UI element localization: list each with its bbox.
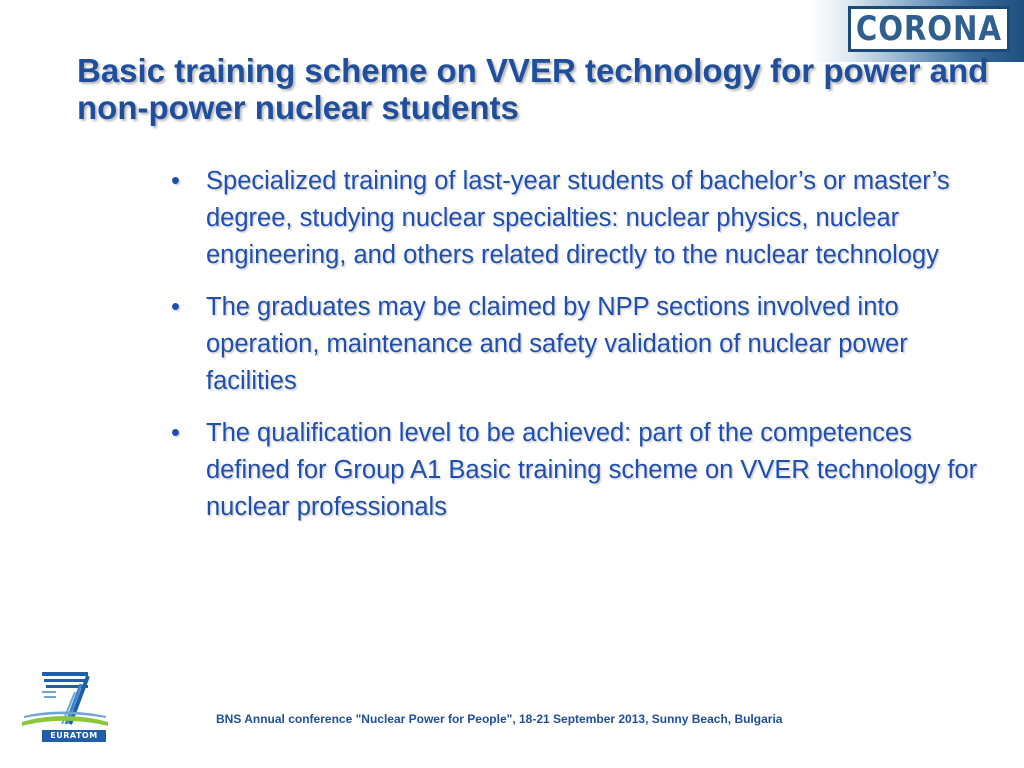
bullet-item xyxy=(168,415,998,526)
bullet-item xyxy=(168,289,998,400)
euratom-label: EURATOM xyxy=(42,730,106,742)
corona-logo-text: CORONA xyxy=(856,9,1002,49)
footer-conference-text: BNS Annual conference "Nuclear Power for People", 18-21 September 2013, Sunny Beach, Bulgaria xyxy=(216,712,783,726)
bullet-text: The graduates may be claimed by NPP sections involved into operation, maintenance and safety validation of nuclear power facilities xyxy=(206,293,908,395)
bullet-list xyxy=(168,163,998,541)
bullet-text: The qualification level to be achieved: part of the competences defined for Group A1 Basic training scheme on VVER technology for nuclear professionals xyxy=(206,419,978,521)
bullet-marker: • xyxy=(171,419,180,447)
slide-title: Basic training scheme on VVER technology for power and non-power nuclear students xyxy=(77,52,989,126)
corona-logo-box xyxy=(848,6,1010,52)
bullet-marker: • xyxy=(171,293,180,321)
bullet-item xyxy=(168,163,998,274)
bullet-marker: • xyxy=(171,167,180,195)
fp7-seven-icon xyxy=(18,668,112,730)
bullet-text: Specialized training of last-year students of bachelor’s or master’s degree, studying nuclear specialties: nuclear physics, nuclear engineering, and others related directly to the nuclear technology xyxy=(206,167,950,269)
euratom-logo xyxy=(18,668,112,742)
